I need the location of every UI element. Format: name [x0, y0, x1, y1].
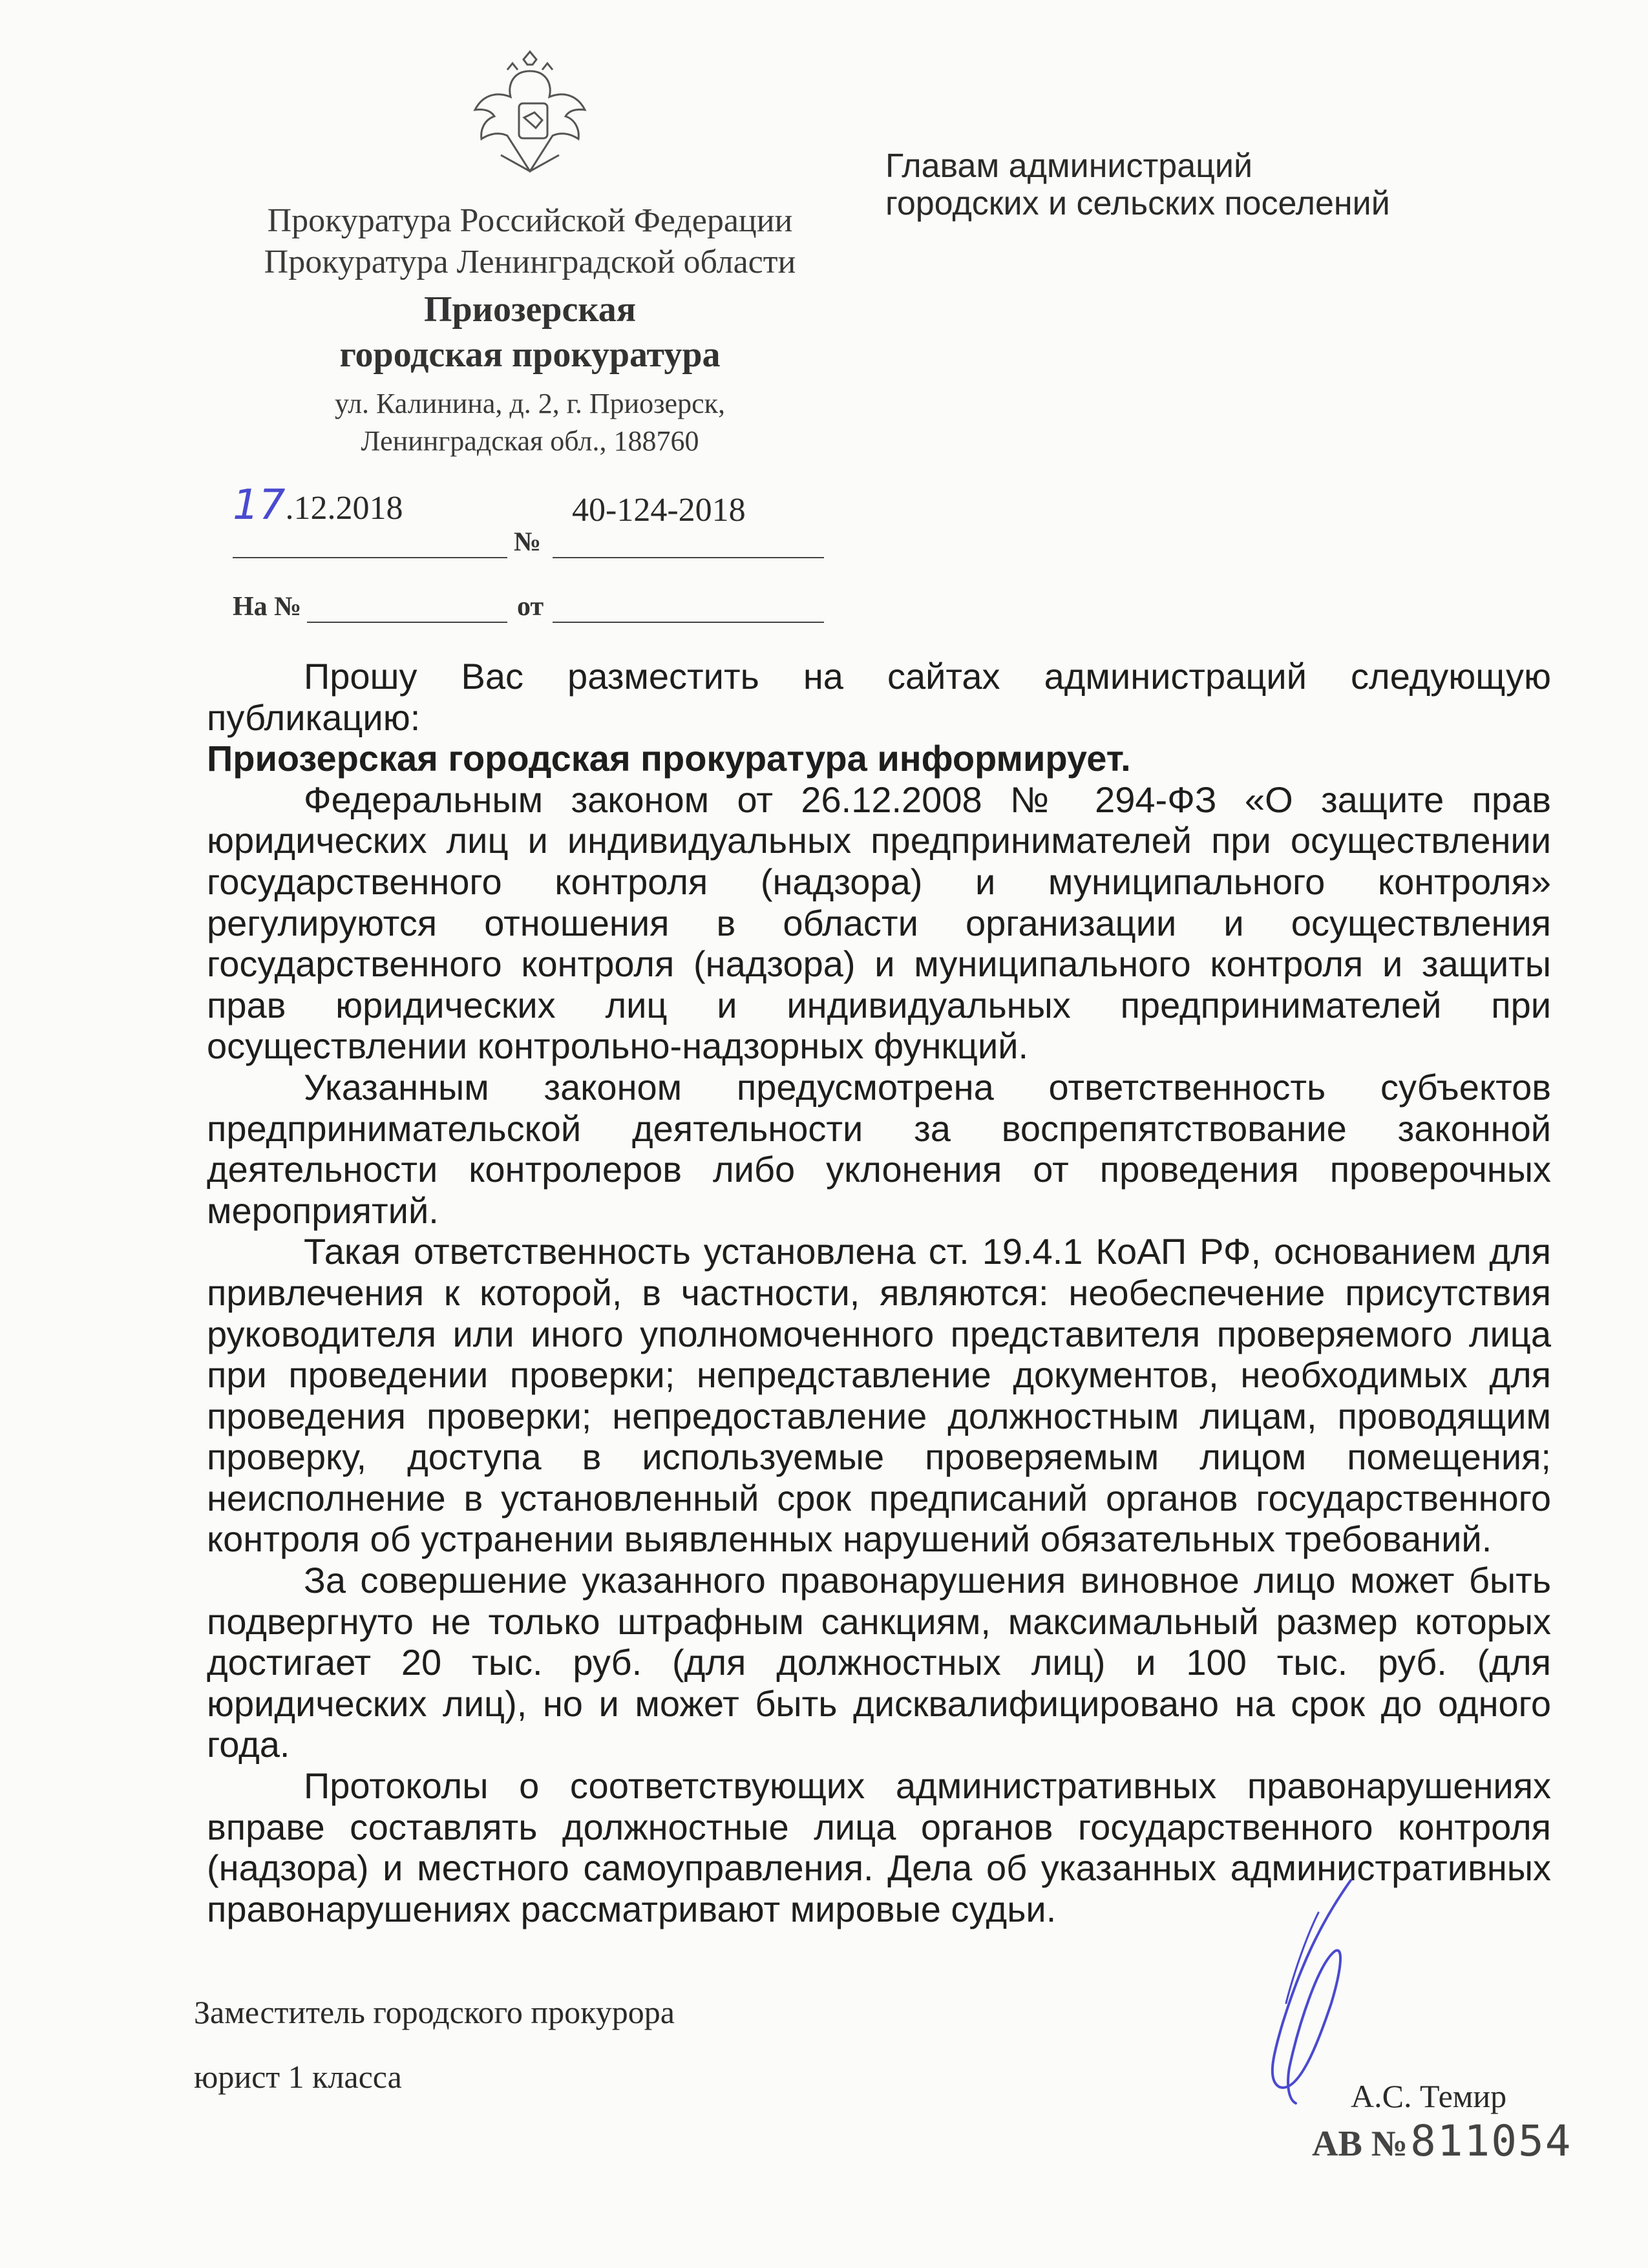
number-underline	[553, 557, 824, 558]
org-line-federation: Прокуратура Российской Федерации	[267, 202, 793, 239]
address-line1: ул. Калинина, д. 2, г. Приозерск,	[335, 388, 725, 419]
signer-name: А.С. Темир	[1351, 2078, 1507, 2114]
paragraph-sanctions: За совершение указанного правонарушения виновное лицо может быть подвергнуто не только штрафным санкциям, максимальный размер которых достигает 20 тыс. руб. (для должностных лиц) и 100 тыс. руб. (для юридических лиц), но и может быть дисквалифицировано на срок до одного года.	[207, 1560, 1551, 1765]
signer-position: Заместитель городского прокурора	[194, 1994, 675, 2030]
paragraph-protocols: Протоколы о соответствующих административных правонарушениях вправе составлять должностные лица органов государственного контроля (надзора) и местного самоуправления. Дела об указанных административных правонарушениях рассматривают мировые судьи.	[207, 1765, 1551, 1929]
serial-prefix: АВ №	[1312, 2124, 1408, 2164]
paragraph-heading: Приозерская городская прокуратура информирует.	[207, 738, 1131, 779]
number-sign-label: №	[514, 527, 542, 557]
date-underline	[233, 557, 507, 558]
russian-coat-of-arms-icon	[462, 45, 598, 181]
paragraph-request: Прошу Вас разместить на сайтах администраций следующую публикацию:	[207, 656, 1551, 738]
from-underline	[553, 622, 824, 623]
from-label: от	[517, 592, 544, 622]
letter-body	[207, 656, 1551, 1929]
office-name-line2: городская прокуратура	[339, 335, 721, 375]
serial-number: 811054	[1410, 2116, 1572, 2166]
form-serial	[1312, 2116, 1572, 2166]
handwritten-signature	[1221, 1874, 1402, 2106]
paragraph-responsibility: Указанным законом предусмотрена ответственность субъектов предпринимательской деятельности за воспрепятствование законной деятельности контролеров либо уклонения от проведения проверочных мероприятий.	[207, 1066, 1551, 1231]
registration-number: 40-124-2018	[572, 492, 746, 529]
handwritten-day: 17	[233, 481, 286, 529]
signer-rank: юрист 1 класса	[194, 2059, 402, 2095]
paragraph-federal-law: Федеральным законом от 26.12.2008 № 294-ФЗ «О защите прав юридических лиц и индивидуальных предпринимателей при осуществлении государственного контроля (надзора) и муниципального контроля» регулируются отношения в области организации и осуществления государственного контроля (надзора) и муниципального контроля и защиты прав юридических лиц и индивидуальных предпринимателей при осуществлении контрольно-надзорных функций.	[207, 779, 1551, 1067]
org-line-region: Прокуратура Ленинградской области	[264, 244, 796, 280]
date-month-year: .12.2018	[285, 490, 403, 527]
recipient-line1: Главам администраций	[885, 147, 1253, 185]
recipient-block	[885, 147, 1390, 222]
reply-to-label: На №	[233, 592, 302, 622]
paragraph-koap: Такая ответственность установлена ст. 19.4.1 КоАП РФ, основанием для привлечения к которой, в частности, являются: необеспечение присутствия руководителя или иного уполномоченного представителя проверяемого лица при проведении проверки; непредставление документов, необходимых для проведения проверки; непредоставление должностным лицам, проводящим проверку, доступа в используемые проверяемым лицом помещения; неисполнение в установленный срок предписаний органов государственного контроля об устранении выявленных нарушений обязательных требований.	[207, 1231, 1551, 1560]
recipient-line2: городских и сельских поселений	[885, 185, 1390, 222]
registration-date	[233, 481, 403, 529]
reply-to-underline	[307, 622, 507, 623]
office-name-line1: Приозерская	[423, 289, 637, 330]
address-line2: Ленинградская обл., 188760	[361, 425, 699, 457]
